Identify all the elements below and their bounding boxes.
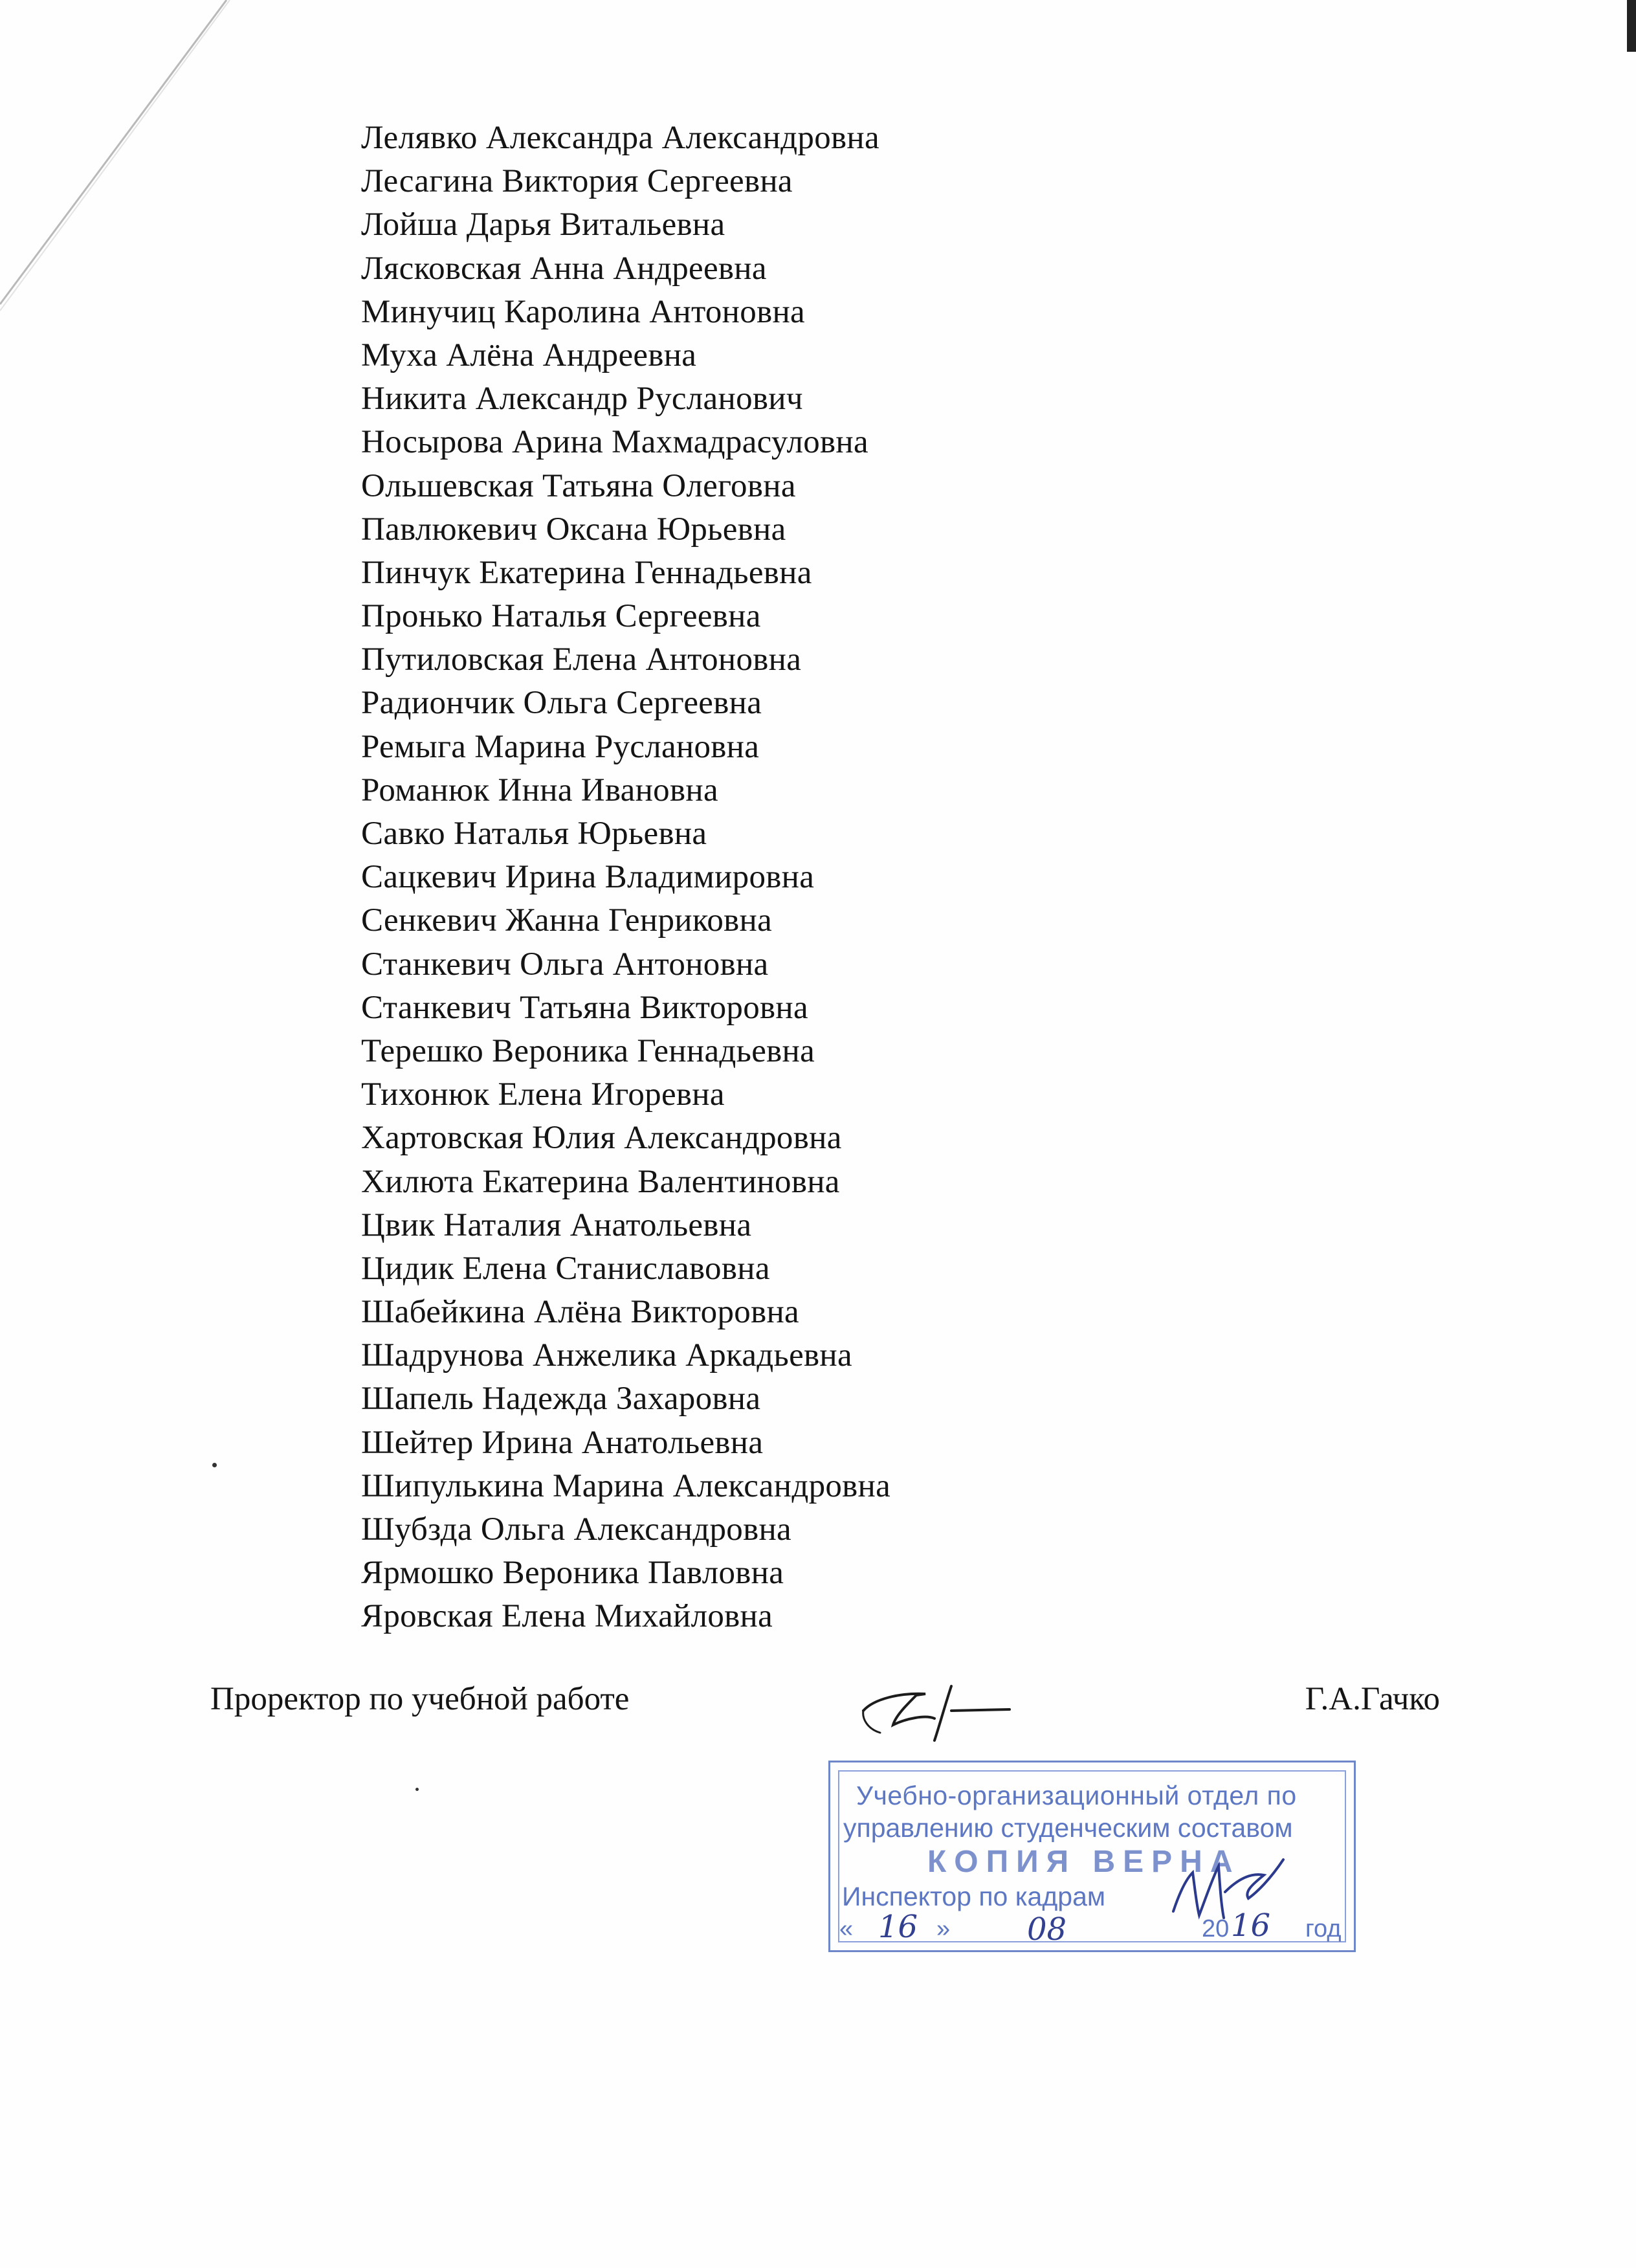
name-item: Сенкевич Жанна Генриковна [361, 902, 773, 939]
name-item: Станкевич Ольга Антоновна [361, 946, 769, 983]
name-item: Яровская Елена Михайловна [361, 1598, 773, 1635]
scan-crease-line [0, 0, 233, 337]
signatory-name: Г.А.Гачко [1305, 1681, 1440, 1717]
name-item: Ремыга Марина Руслановна [361, 728, 760, 765]
stamp-quote-open: « [839, 1915, 854, 1942]
name-item: Терешко Вероника Геннадьевна [361, 1032, 815, 1069]
name-item: Ольшевская Татьяна Олеговна [361, 467, 796, 504]
name-item: Шапель Надежда Захаровна [361, 1381, 761, 1418]
name-item: Цвик Наталия Анатольевна [361, 1206, 752, 1243]
signatory-title: Проректор по учебной работе [210, 1681, 630, 1717]
name-item: Шипулькина Марина Александровна [361, 1467, 891, 1504]
name-item: Лясковская Анна Андреевна [361, 250, 767, 287]
name-item: Тихонюк Елена Игоревна [361, 1076, 725, 1113]
name-item: Шадрунова Анжелика Аркадьевна [361, 1337, 852, 1374]
name-item: Путиловская Елена Антоновна [361, 641, 802, 678]
scan-edge-mark [1627, 0, 1636, 52]
stamp-year: 16 [1231, 1907, 1271, 1944]
stamp-certified-copy: КОПИЯ ВЕРНА [927, 1845, 1241, 1879]
name-item: Муха Алёна Андреевна [361, 337, 697, 373]
stamp-day: 16 [878, 1909, 918, 1945]
certification-stamp [828, 1761, 1356, 1952]
name-item: Пронько Наталья Сергеевна [361, 598, 761, 635]
name-item: Савко Наталья Юрьевна [361, 816, 707, 852]
name-item: Цидик Елена Станиславовна [361, 1250, 770, 1287]
signature-block [210, 1676, 1440, 1722]
inspector-signature [1167, 1853, 1296, 1931]
name-item: Шубзда Ольга Александровна [361, 1511, 791, 1548]
name-item: Хилюта Екатерина Валентиновна [361, 1163, 840, 1200]
stray-dot [212, 1463, 217, 1467]
names-list [361, 117, 890, 1639]
handwritten-signature [854, 1673, 1048, 1744]
name-item: Шабейкина Алёна Викторовна [361, 1294, 799, 1331]
name-item: Радиончик Ольга Сергеевна [361, 685, 762, 722]
stamp-quote-close: » [936, 1915, 951, 1942]
name-item: Хартовская Юлия Александровна [361, 1120, 842, 1157]
stamp-department-line1: Учебно-организационный отдел по [856, 1781, 1297, 1810]
name-item: Никита Александр Русланович [361, 381, 803, 417]
stamp-year-label: год [1305, 1915, 1342, 1942]
name-item: Носырова Арина Махмадрасуловна [361, 424, 868, 461]
name-item: Романюк Инна Ивановна [361, 772, 718, 808]
name-item: Лесагина Виктория Сергеевна [361, 163, 793, 200]
stamp-month: 08 [1027, 1911, 1067, 1948]
name-item: Минучиц Каролина Антоновна [361, 293, 805, 330]
name-item: Лойша Дарья Витальевна [361, 206, 725, 243]
name-item: Павлюкевич Оксана Юрьевна [361, 511, 786, 548]
name-item: Шейтер Ирина Анатольевна [361, 1424, 764, 1461]
name-item: Пинчук Екатерина Геннадьевна [361, 554, 812, 591]
name-item: Станкевич Татьяна Викторовна [361, 989, 808, 1026]
stray-dot [415, 1788, 419, 1791]
stamp-inspector-label: Инспектор по кадрам [842, 1882, 1106, 1911]
stamp-year-prefix: 20 [1202, 1915, 1230, 1942]
stamp-department-line2: управлению студенческим составом [843, 1813, 1293, 1843]
name-item: Сацкевич Ирина Владимировна [361, 859, 815, 896]
name-item: Ярмошко Вероника Павловна [361, 1555, 784, 1592]
name-item: Лелявко Александра Александровна [361, 120, 879, 156]
